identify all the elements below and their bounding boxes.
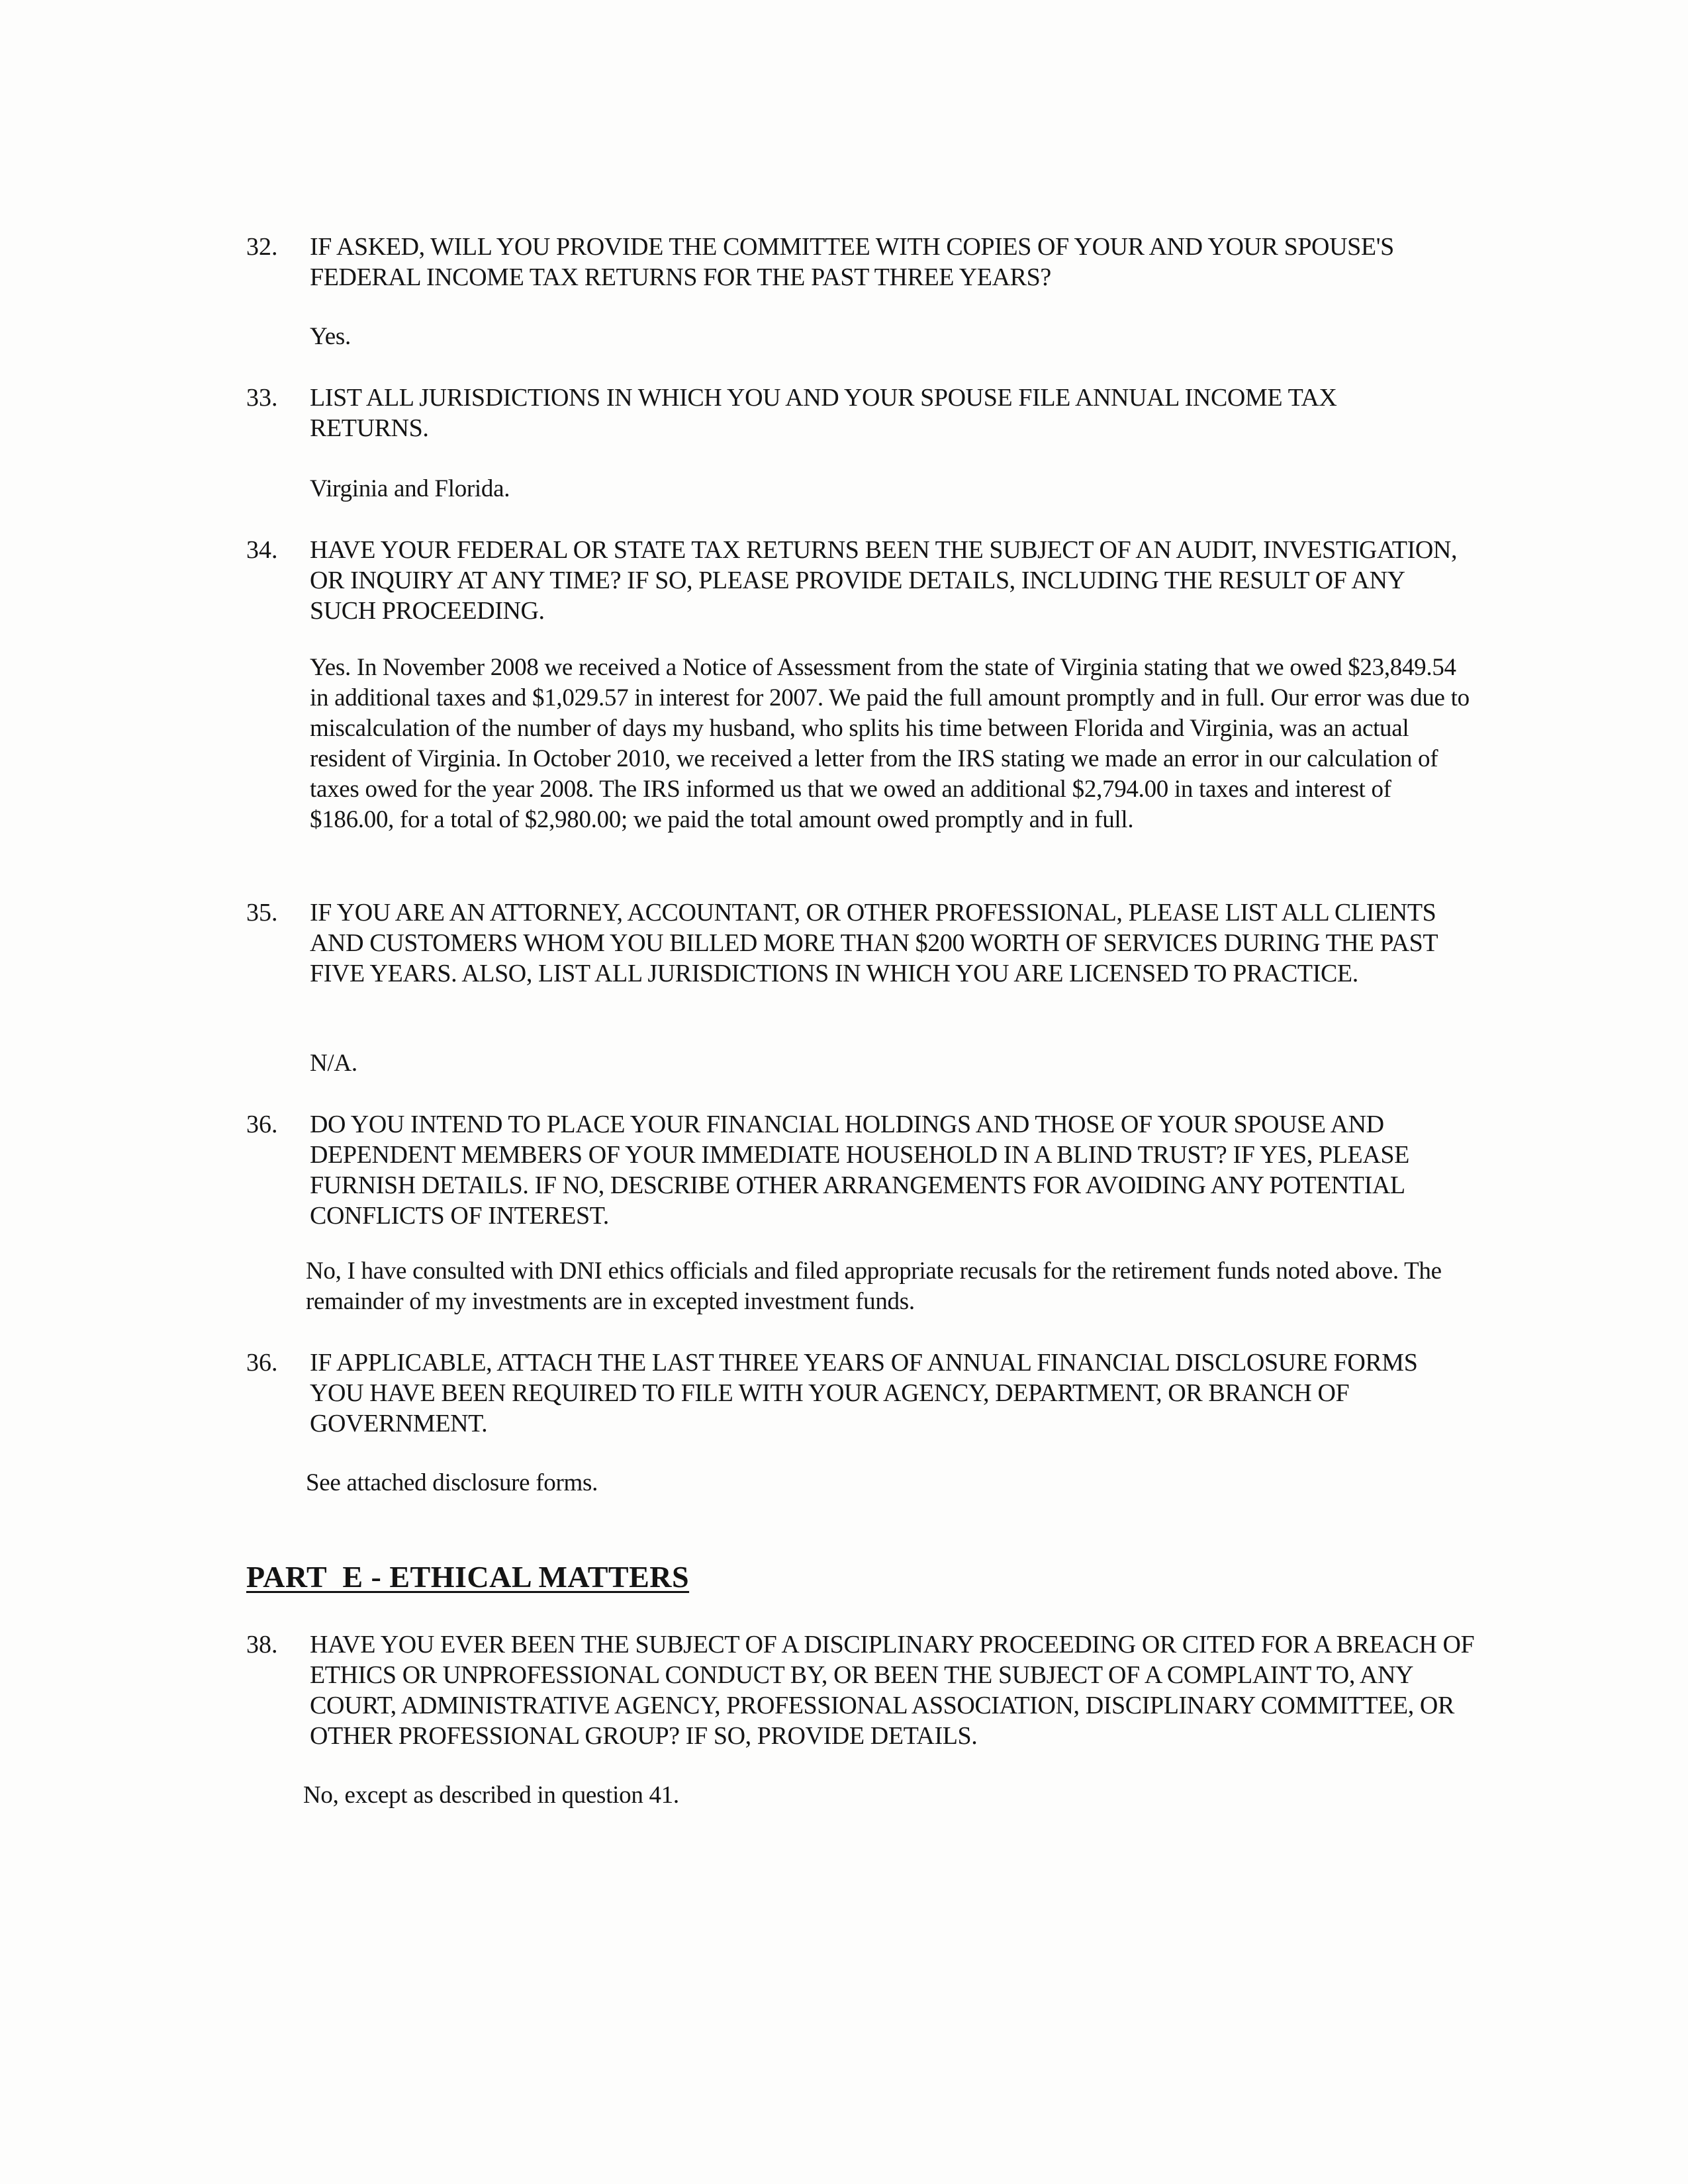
question-number: 38. — [246, 1631, 278, 1659]
question-text: IF YOU ARE AN ATTORNEY, ACCOUNTANT, OR OTHER PROFESSIONAL, PLEASE LIST ALL CLIENTS AND CUSTOMERS WHOM YOU BILLED MORE THAN $200 WORTH OF SERVICES DURING THE PAST FIVE YEARS. ALSO, LIST ALL JURISDICTIONS IN WHICH YOU ARE LICENSED TO PRACTICE. — [310, 899, 1438, 987]
answer-35: N/A. — [310, 1050, 357, 1077]
part-e-heading: PART E - ETHICAL MATTERS — [246, 1560, 690, 1594]
answer-36b: See attached disclosure forms. — [306, 1469, 598, 1496]
answer-38: No, except as described in question 41. — [303, 1782, 679, 1809]
answer-33: Virginia and Florida. — [310, 475, 510, 502]
question-number: 34. — [246, 536, 278, 564]
question-number: 36. — [246, 1111, 278, 1138]
answer-32: Yes. — [310, 323, 351, 350]
question-text: HAVE YOU EVER BEEN THE SUBJECT OF A DISCIPLINARY PROCEEDING OR CITED FOR A BREACH OF ETHICS OR UNPROFESSIONAL CONDUCT BY, OR BEEN THE SUBJECT OF A COMPLAINT TO, ANY COURT, ADMINISTRATIVE AGENCY, PROFESSIONAL ASSOCIATION, DISCIPLINARY COMMITTEE, OR OTHER PROFESSIONAL GROUP? IF SO, PROVIDE DETAILS. — [310, 1631, 1475, 1750]
question-number: 35. — [246, 899, 278, 927]
question-number: 33. — [246, 384, 278, 412]
answer-36a: No, I have consulted with DNI ethics officials and filed appropriate recusals for the retirement funds noted above. The remainder of my investments are in excepted investment funds. — [306, 1257, 1442, 1315]
question-text: DO YOU INTEND TO PLACE YOUR FINANCIAL HOLDINGS AND THOSE OF YOUR SPOUSE AND DEPENDENT MEMBERS OF YOUR IMMEDIATE HOUSEHOLD IN A BLIND TRUST? IF YES, PLEASE FURNISH DETAILS. IF NO, DESCRIBE OTHER ARRANGEMENTS FOR AVOIDING ANY POTENTIAL CONFLICTS OF INTEREST. — [310, 1111, 1409, 1230]
question-text: IF ASKED, WILL YOU PROVIDE THE COMMITTEE WITH COPIES OF YOUR AND YOUR SPOUSE'S FEDERAL INCOME TAX RETURNS FOR THE PAST THREE YEARS? — [310, 233, 1394, 291]
question-number: 36. — [246, 1349, 278, 1377]
question-text: LIST ALL JURISDICTIONS IN WHICH YOU AND YOUR SPOUSE FILE ANNUAL INCOME TAX RETURNS. — [310, 384, 1337, 442]
question-text: HAVE YOUR FEDERAL OR STATE TAX RETURNS BEEN THE SUBJECT OF AN AUDIT, INVESTIGATION, OR INQUIRY AT ANY TIME? IF SO, PLEASE PROVIDE DETAILS, INCLUDING THE RESULT OF ANY SUCH PROCEEDING. — [310, 536, 1458, 625]
answer-34: Yes. In November 2008 we received a Notice of Assessment from the state of Virginia stating that we owed $23,849.54 in additional taxes and $1,029.57 in interest for 2007. We paid the full amount promptly and in full. Our error was due to miscalculation of the number of days my husband, who splits his time between Florida and Virginia, was an actual resident of Virginia. In October 2010, we received a letter from the IRS stating we made an error in our calculation of taxes owed for the year 2008. The IRS informed us that we owed an additional $2,794.00 in taxes and interest of $186.00, for a total of $2,980.00; we paid the total amount owed promptly and in full. — [310, 654, 1470, 833]
question-text: IF APPLICABLE, ATTACH THE LAST THREE YEARS OF ANNUAL FINANCIAL DISCLOSURE FORMS YOU HAVE BEEN REQUIRED TO FILE WITH YOUR AGENCY, DEPARTMENT, OR BRANCH OF GOVERNMENT. — [310, 1349, 1418, 1437]
question-number: 32. — [246, 233, 278, 261]
